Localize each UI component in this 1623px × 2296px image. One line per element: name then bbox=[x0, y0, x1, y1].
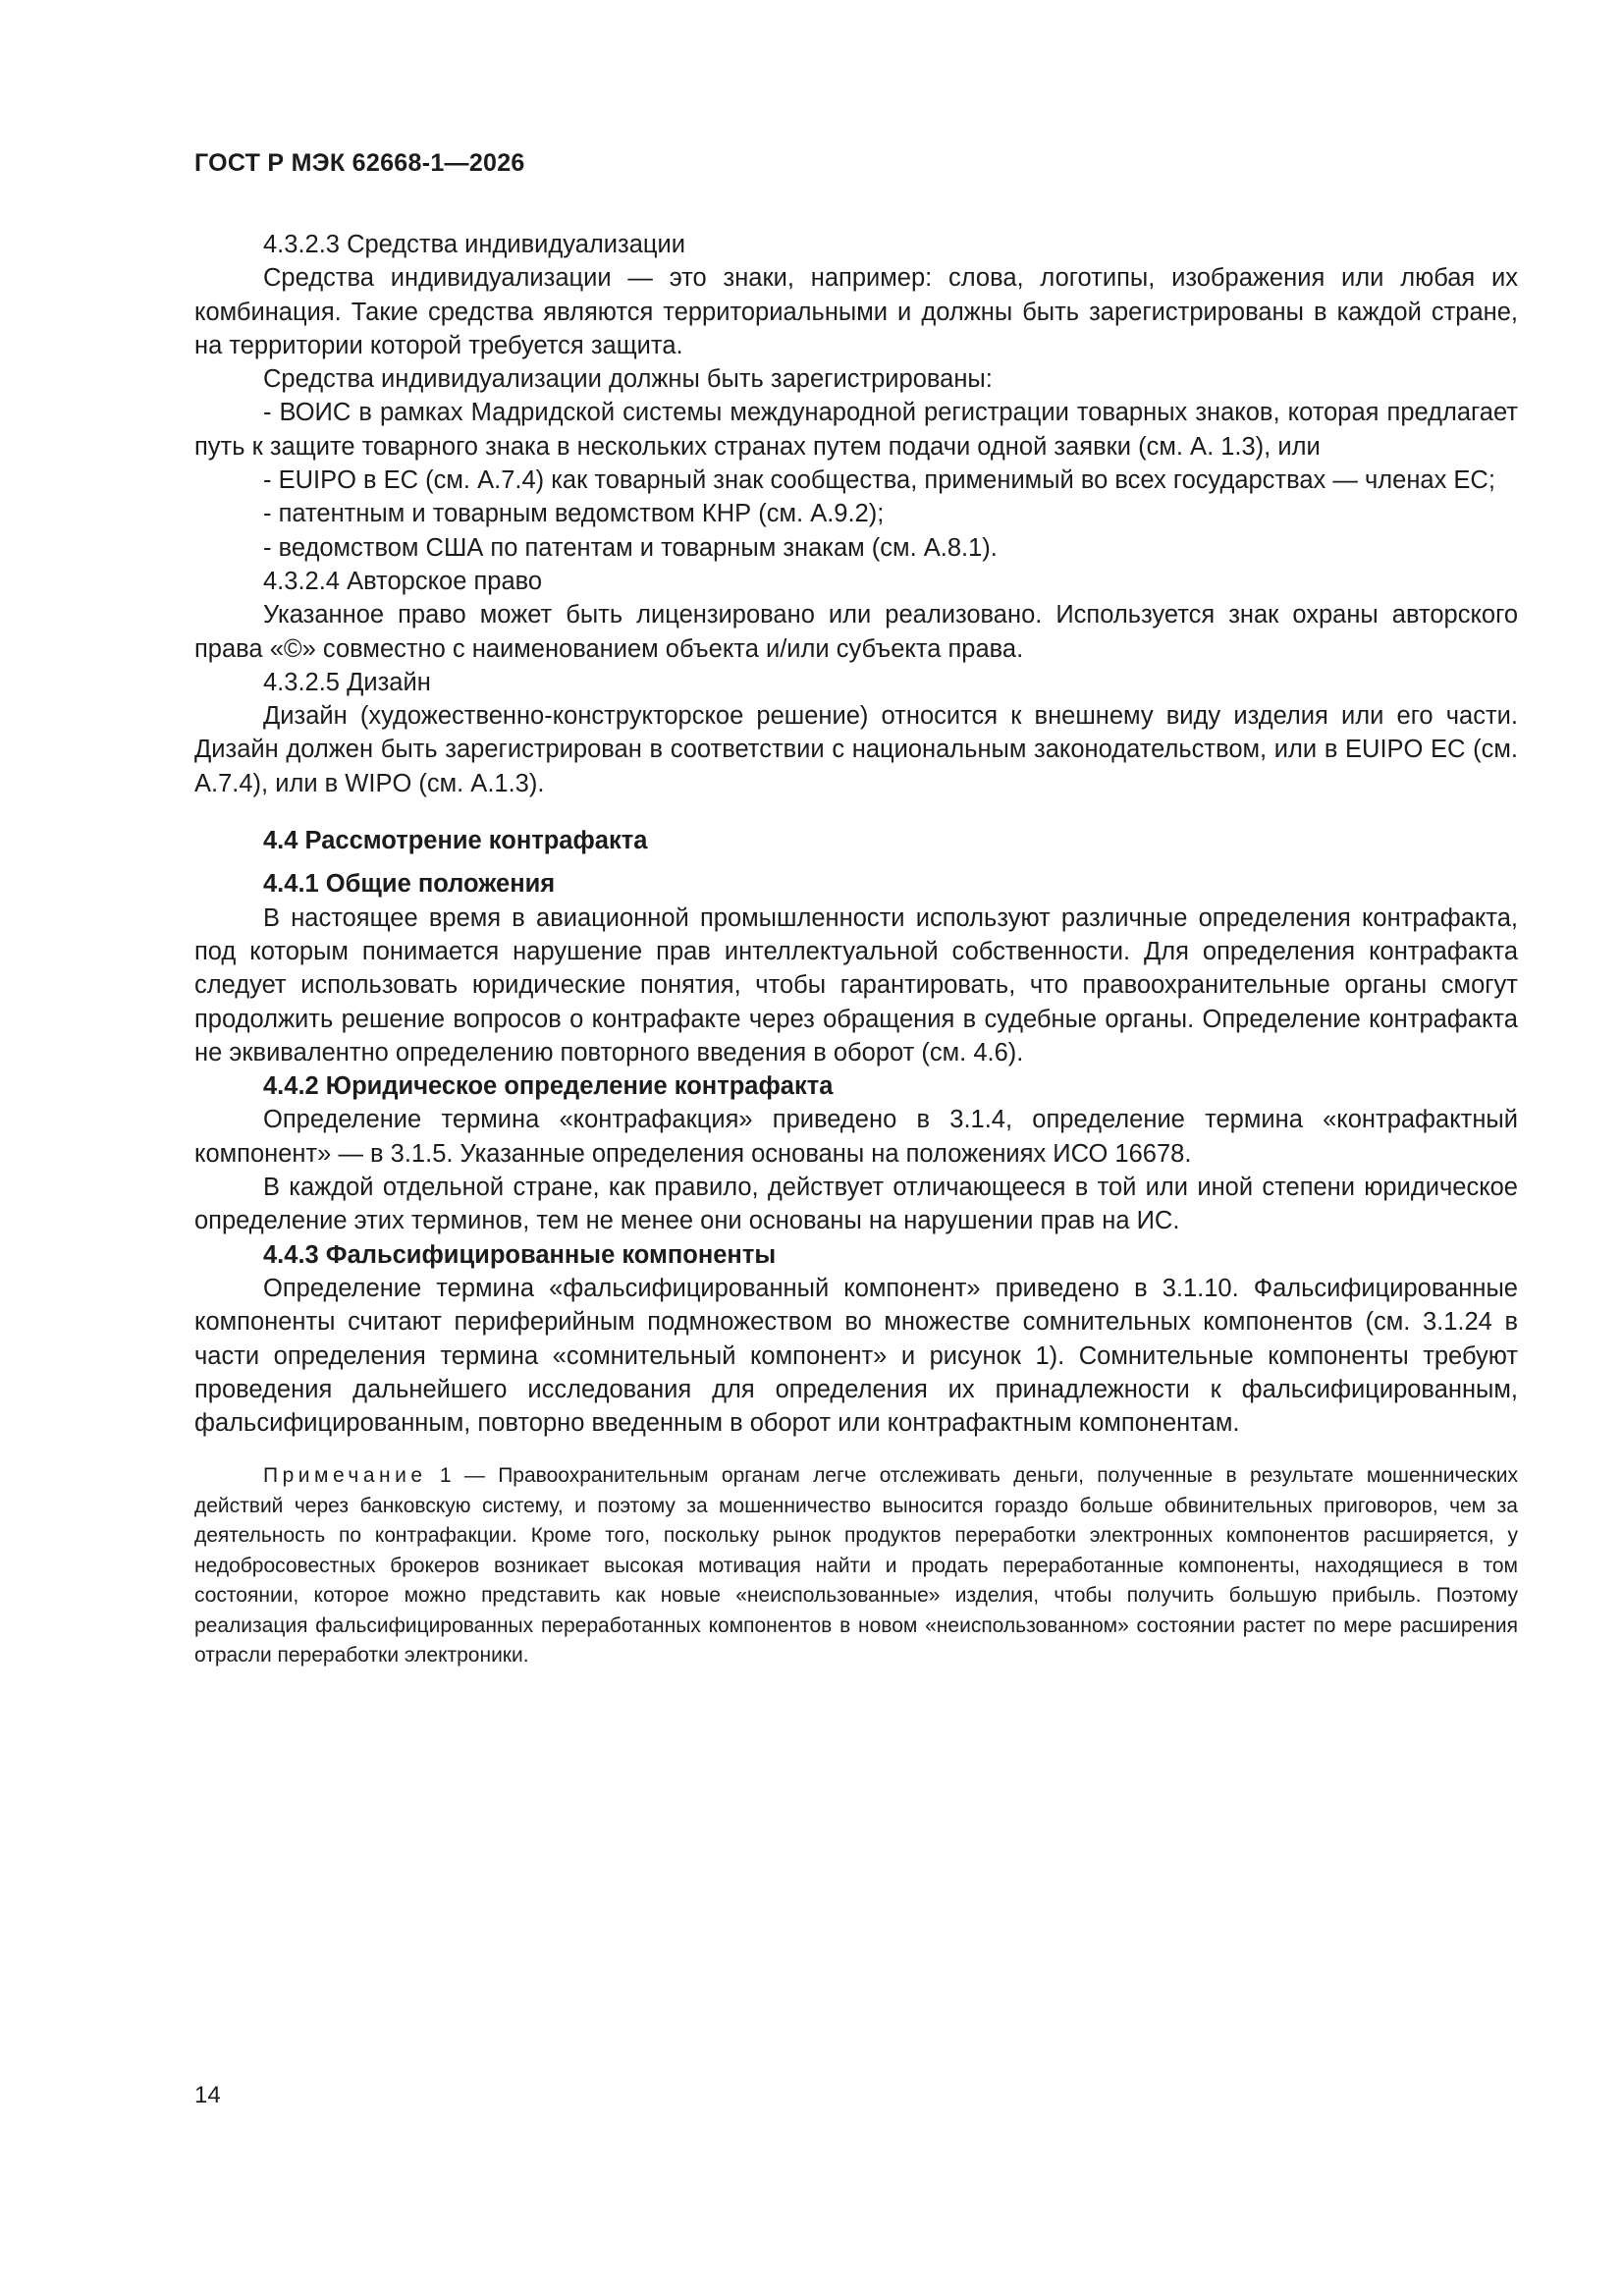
page-number: 14 bbox=[194, 2082, 221, 2108]
section-heading-4-4: 4.4 Рассмотрение контрафакта bbox=[263, 827, 648, 855]
note-label: Примечание bbox=[263, 1464, 427, 1488]
paragraph: В настоящее время в авиационной промышленности используют различные определения контрафакта, под которым понимается нарушение прав интеллектуальной собственности. Для определения контрафакта следует использовать юридические понятия, чтобы гарантировать, что правоохранительные органы смогут продолжить решение вопросов о контрафакте через обращения в судебные органы. Определение контрафакта не эквивалентно определению повторного введения в оборот (см. 4.6). bbox=[194, 903, 1518, 1066]
list-item: - патентным и товарным ведомством КНР (см. А.9.2); bbox=[263, 500, 885, 528]
list-item: - ведомством США по патентам и товарным знакам (см. А.8.1). bbox=[263, 533, 998, 562]
paragraph: Определение термина «фальсифицированный компонент» приведено в 3.1.10. Фальсифицированные компоненты считают периферийным подмножеством во множестве сомнительных компонентов (см. 3.1.24 в части определения термина «сомнительный компонент» и рисунок 1). Сомнительные компоненты требуют проведения дальнейшего исследования для определения их принадлежности к фальсифицированным, фальсифицированным, повторно введенным в оборот или контрафактным компонентам. bbox=[194, 1274, 1518, 1438]
paragraph: Определение термина «контрафакция» приведено в 3.1.4, определение термина «контрафактный компонент» — в 3.1.5. Указанные определения основаны на положениях ИСО 16678. bbox=[194, 1106, 1518, 1168]
subsection-title-4-3-2-5: 4.3.2.5 Дизайн bbox=[263, 668, 431, 696]
list-item: - ВОИС в рамках Мадридской системы международной регистрации товарных знаков, которая предлагает путь к защите товарного знака в нескольких странах путем подачи одной заявки (см. А. 1.3), или bbox=[194, 399, 1518, 461]
document-code-header: ГОСТ Р МЭК 62668-1—2026 bbox=[194, 149, 525, 177]
paragraph: В каждой отдельной стране, как правило, действует отличающееся в той или иной степени юридическое определение этих терминов, тем не менее они основаны на нарушении прав на ИС. bbox=[194, 1174, 1518, 1235]
note-paragraph bbox=[194, 1461, 1518, 1671]
section-heading-4-4-2: 4.4.2 Юридическое определение контрафакта bbox=[263, 1072, 834, 1101]
paragraph: Дизайн (художественно-конструкторское решение) относится к внешнему виду изделия или его части. Дизайн должен быть зарегистрирован в соответствии с национальным законодательством, или в EUIPO ЕС (см. А.7.4), или в WIPO (см. А.1.3). bbox=[194, 702, 1518, 797]
subsection-title-4-3-2-3: 4.3.2.3 Средства индивидуализации bbox=[263, 231, 685, 258]
section-heading-4-4-1: 4.4.1 Общие положения bbox=[263, 870, 556, 899]
subsection-title-4-3-2-4: 4.3.2.4 Авторское право bbox=[263, 567, 543, 595]
paragraph: Средства индивидуализации — это знаки, например: слова, логотипы, изображения или любая их комбинация. Такие средства являются территориальными и должны быть зарегистрированы в каждой стране, на территории которой требуется защита. bbox=[194, 264, 1518, 359]
paragraph: Указанное право может быть лицензировано или реализовано. Используется знак охраны авторского права «©» совместно с наименованием объекта и/или субъекта права. bbox=[194, 601, 1518, 663]
list-item: - EUIPO в ЕС (см. А.7.4) как товарный знак сообщества, применимый во всех государствах — членах ЕС; bbox=[263, 466, 1495, 495]
section-heading-4-4-3: 4.4.3 Фальсифицированные компоненты bbox=[263, 1240, 777, 1269]
paragraph: Средства индивидуализации должны быть зарегистрированы: bbox=[263, 365, 993, 394]
note-text: 1 — Правоохранительным органам легче отслеживать деньги, полученные в результате мошеннических действий через банковскую систему, и поэтому за мошенничество выносится гораздо больше обвинительных приговоров, чем за деятельность по контрафакции. Кроме того, поскольку рынок продуктов переработки электронных компонентов расширяется, у недобросовестных брокеров возникает высокая мотивация найти и продать переработанные компоненты, находящиеся в том состоянии, которое можно представить как новые «неиспользованные» изделия, чтобы получить большую прибыль. Поэтому реализация фальсифицированных переработанных компонентов в новом «неиспользованном» состоянии растет по мере расширения отрасли переработки электроники. bbox=[194, 1464, 1518, 1667]
page-body bbox=[194, 228, 1518, 1671]
